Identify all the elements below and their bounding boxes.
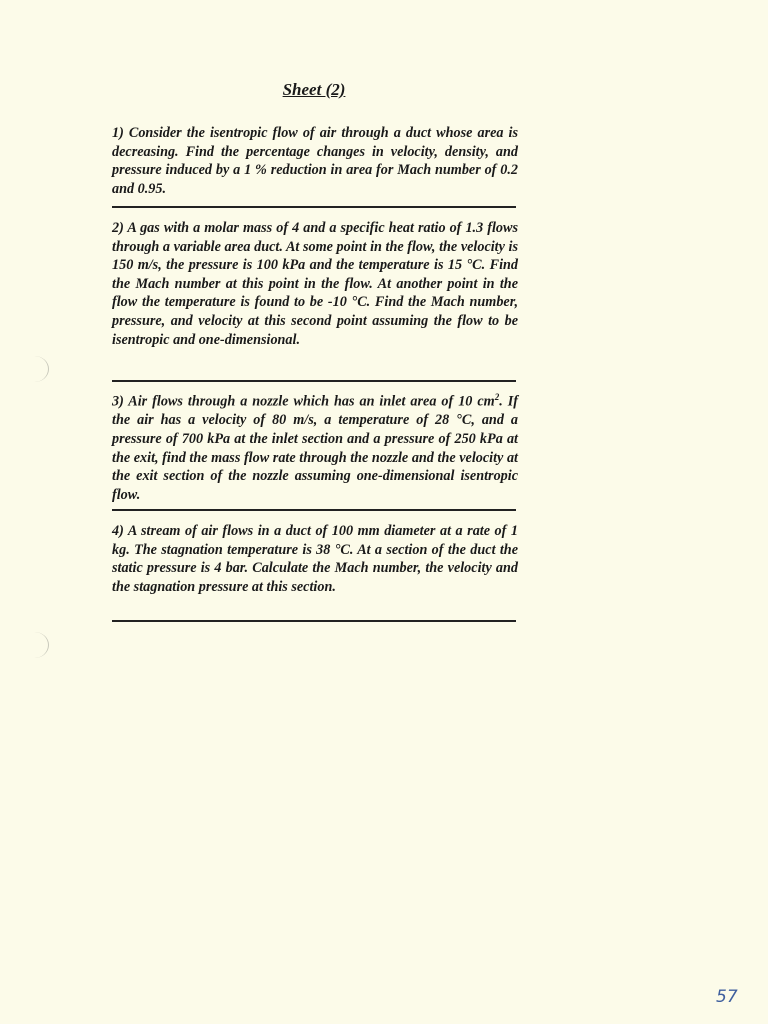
page-number: 57 xyxy=(716,987,738,1007)
problem-3-text-start: 3) Air flows through a nozzle which has an inlet area of 10 cm xyxy=(112,393,495,410)
problem-3-text-end: . If the air has a velocity of 80 m/s, a temperature of 28 °C, and a pressure of 700 kPa at the inlet section and a pressure of 250 kPa at the exit, find the mass flow rate through the nozzle and the velocity at the exit section of the nozzle assuming one-dimensional isentropic flow. xyxy=(112,393,518,503)
problem-4: 4) A stream of air flows in a duct of 100 mm diameter at a rate of 1 kg. The stagnation temperature is 38 °C. At a section of the duct the static pressure is 4 bar. Calculate the Mach number, the velocity and the stagnation pressure at this section. xyxy=(112,523,518,595)
problem-2: 2) A gas with a molar mass of 4 and a specific heat ratio of 1.3 flows through a variable area duct. At some point in the flow, the velocity is 150 m/s, the pressure is 100 kPa and the temperature is 15 °C. Find the Mach number at this point in the flow. At another point in the flow the temperature is found to be -10 °C. Find the Mach number, pressure, and velocity at this second point assuming the flow to be isentropic and one-dimensional. xyxy=(112,220,518,348)
divider-2 xyxy=(112,380,516,382)
divider-3 xyxy=(112,509,516,511)
punch-hole xyxy=(20,356,49,382)
problem-3-superscript: 2 xyxy=(494,392,500,402)
divider-1 xyxy=(112,206,516,208)
punch-hole xyxy=(20,632,49,658)
sheet-title: Sheet (2) xyxy=(282,80,346,99)
problem-3 xyxy=(112,388,518,504)
problem-1: 1) Consider the isentropic flow of air through a duct whose area is decreasing. Find the percentage changes in velocity, density, and pressure induced by a 1 % reduction in area for Mach number of 0.2 and 0.95. xyxy=(112,125,518,197)
divider-4 xyxy=(112,620,516,622)
